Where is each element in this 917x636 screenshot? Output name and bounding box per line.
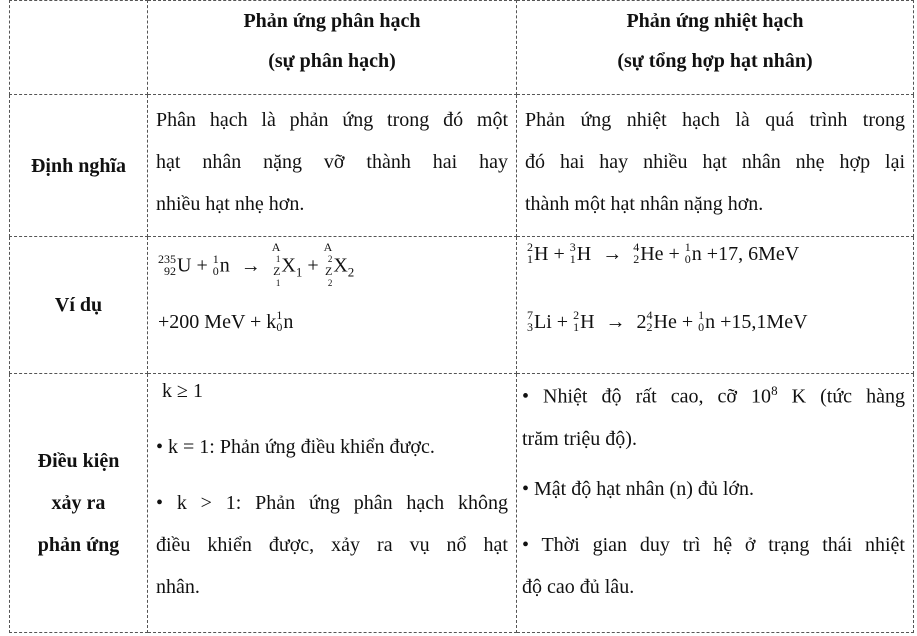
- comparison-table: [9, 0, 914, 633]
- nuclide-scripts: 4 2: [633, 240, 640, 267]
- nuclide-scripts: 1 0: [212, 252, 219, 278]
- definition-fission-cell: [148, 95, 517, 237]
- definition-fusion-cell: [517, 95, 914, 237]
- nuclide-scripts: 1 0: [684, 240, 691, 267]
- conditions-fission-cell: [148, 374, 517, 633]
- nuclide-symbol: n: [705, 311, 716, 333]
- conditions-label-line: xảy ra: [51, 492, 106, 514]
- nuclide-index: 2: [347, 264, 355, 280]
- fission-bullet-2-line: điều khiển được, xảy ra vụ nổ hạt: [156, 534, 508, 556]
- reaction-arrow: →: [605, 311, 626, 333]
- fusion-bullet-1-line: • Nhiệt độ rất cao, cỡ $10^8$ K (tức hàng: [522, 383, 905, 408]
- nuclide-symbol: H: [576, 243, 592, 265]
- energy-term: +15,1MeV: [720, 311, 808, 333]
- definition-fission-line: hạt nhân nặng vỡ thành hai hay: [156, 151, 508, 173]
- header-empty-cell: [10, 1, 148, 95]
- definition-fission-line: Phân hạch là phản ứng trong đó một: [156, 109, 508, 131]
- fusion-equation-1: [527, 240, 800, 267]
- header-fusion-subtitle: (sự tổng hợp hạt nhân): [617, 50, 813, 72]
- reaction-arrow: →: [240, 254, 261, 277]
- header-fusion: [517, 1, 914, 95]
- nuclide-scripts: 1 0: [276, 308, 283, 335]
- nuclide-symbol: X: [281, 254, 296, 277]
- nuclide-scripts: 4 2: [646, 308, 653, 335]
- header-fusion-title: Phản ứng nhiệt hạch: [626, 10, 804, 32]
- nuclide-scripts: 7 3: [527, 308, 533, 335]
- conditions-label-line: Điều kiện: [37, 450, 120, 472]
- nuclide-symbol: n: [283, 311, 294, 333]
- fusion-bullet-2: • Mật độ hạt nhân (n) đủ lớn.: [522, 478, 754, 500]
- example-label: Ví dụ: [10, 237, 148, 374]
- nuclide-scripts: A 2 Z 2: [323, 240, 333, 288]
- fission-bullet-2: [156, 482, 508, 608]
- definition-fission-line: nhiều hạt nhẹ hơn.: [156, 193, 305, 215]
- nuclide-symbol: n: [219, 254, 230, 277]
- fusion-bullet-1-line: trăm triệu độ).: [522, 427, 637, 450]
- conditions-label-line: phản ứng: [37, 534, 120, 556]
- definition-row: [10, 95, 914, 237]
- nuclide-symbol: Li: [534, 311, 552, 333]
- nuclide-scripts: 235 92: [158, 252, 176, 278]
- exponent: 8: [771, 383, 778, 398]
- definition-label: Định nghĩa: [10, 95, 148, 237]
- example-fusion-cell: [517, 237, 914, 374]
- plus-sign: +: [307, 254, 319, 277]
- example-fission-cell: [148, 237, 517, 374]
- plus-sign: +: [681, 311, 694, 333]
- nuclide-index: 1: [295, 264, 303, 280]
- nuclide-symbol: n: [691, 243, 702, 265]
- conditions-row: [10, 374, 914, 633]
- plus-sign: +: [556, 311, 569, 333]
- plus-sign: +: [553, 243, 565, 265]
- nuclide-symbol: He: [640, 243, 664, 265]
- header-fission-title: Phản ứng phân hạch: [243, 10, 421, 32]
- definition-fission-text: [148, 95, 516, 225]
- example-row: [10, 237, 914, 374]
- coefficient: 2: [636, 311, 647, 333]
- fusion-bullet-3-line: độ cao đủ lâu.: [522, 576, 635, 598]
- nuclide-scripts: 2 1: [573, 308, 580, 335]
- reaction-arrow: →: [602, 243, 623, 265]
- fission-bullet-2-line: nhân.: [156, 576, 200, 598]
- plus-sign: +: [196, 254, 208, 277]
- nuclide-scripts: 1 0: [698, 308, 705, 335]
- fusion-bullet-1: [522, 370, 905, 460]
- nuclide-symbol: U: [177, 254, 192, 277]
- nuclide-symbol: X: [333, 254, 348, 277]
- energy-term: +200 MeV + k: [158, 311, 277, 333]
- conditions-label: [10, 374, 148, 633]
- fission-bullet-2-line: • k > 1: Phản ứng phân hạch không: [156, 492, 508, 514]
- nuclide-symbol: H: [534, 243, 549, 265]
- fission-equation-1: [158, 240, 355, 291]
- header-fission-subtitle: (sự phân hạch): [268, 50, 396, 72]
- nuclide-symbol: H: [580, 311, 595, 333]
- definition-fusion-line: Phản ứng nhiệt hạch là quá trình trong: [525, 109, 905, 131]
- fission-k-condition: k ≥ 1: [162, 380, 203, 402]
- header-fission: [148, 1, 517, 95]
- fission-bullet-1: • k = 1: Phản ứng điều khiển được.: [156, 436, 435, 458]
- fission-equation-2: [158, 308, 294, 335]
- nuclide-scripts: A 1 Z 1: [271, 240, 281, 288]
- definition-fusion-line: đó hai hay nhiều hạt nhân nhẹ hợp lại: [525, 151, 905, 173]
- definition-fusion-line: thành một hạt nhân nặng hơn.: [525, 193, 764, 215]
- nuclide-symbol: He: [653, 311, 677, 333]
- conditions-fusion-cell: [517, 374, 914, 633]
- fusion-bullet-3-line: • Thời gian duy trì hệ ở trạng thái nhiệt: [522, 534, 905, 556]
- nuclide-scripts: 3 1: [569, 240, 576, 267]
- definition-fusion-text: [517, 95, 913, 225]
- header-row: [10, 1, 914, 95]
- nuclide-scripts: 2 1: [527, 240, 533, 267]
- fusion-equation-2: [527, 308, 808, 335]
- fusion-bullet-3: [522, 524, 905, 608]
- plus-sign: +: [668, 243, 680, 265]
- energy-term: +17, 6MeV: [706, 243, 800, 265]
